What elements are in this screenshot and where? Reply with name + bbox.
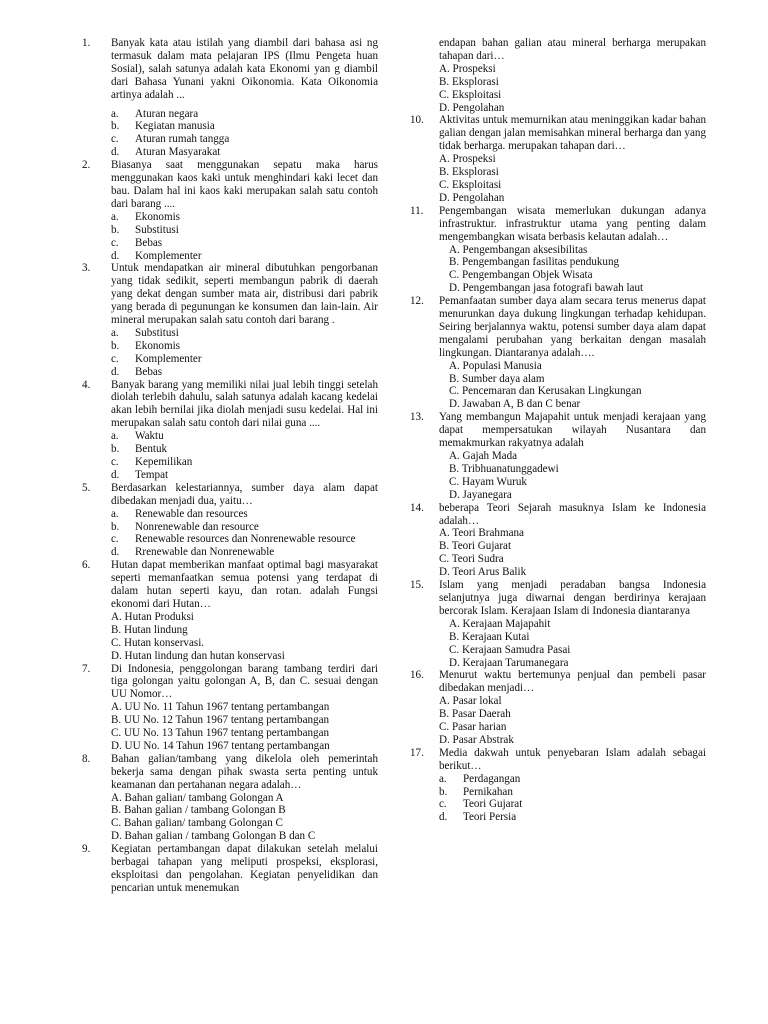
question-stem	[82, 159, 378, 211]
option-letter: c.	[111, 236, 119, 249]
answer-option	[439, 631, 706, 644]
answer-option	[111, 340, 378, 353]
option-letter: b.	[111, 443, 120, 456]
answer-option	[111, 224, 378, 237]
answer-options	[82, 611, 378, 663]
answer-option	[111, 120, 378, 133]
answer-option	[439, 721, 706, 734]
option-text: C. Pasar harian	[439, 721, 507, 734]
option-text: D. Pengembangan jasa fotografi bawah laut	[449, 282, 644, 295]
answer-option	[111, 701, 378, 714]
option-text: A. Prospeksi	[439, 153, 496, 166]
right-column	[410, 37, 706, 824]
option-text: D. Teori Arus Balik	[439, 566, 527, 579]
question-item	[82, 843, 378, 895]
answer-option	[439, 102, 706, 115]
answer-option	[439, 708, 706, 721]
option-letter: b.	[111, 520, 120, 533]
question-stem	[410, 502, 706, 528]
answer-option	[111, 804, 378, 817]
option-letter: d.	[111, 546, 120, 559]
option-letter: c.	[439, 798, 447, 811]
option-text: B. Sumber daya alam	[449, 372, 545, 385]
option-text: C. Eksploitasi	[439, 178, 502, 191]
answer-options	[82, 327, 378, 379]
question-text: Aktivitas untuk memurnikan atau meninggikan kadar bahan galian dengan jalan memisahkan mineral berharga dan yang tidak berharga. merupakan tahapan dari…	[439, 114, 706, 153]
option-text: B. UU No. 12 Tahun 1967 tentang pertambangan	[111, 714, 330, 727]
option-text: Komplementer	[135, 352, 202, 365]
answer-options	[82, 211, 378, 263]
option-text: B. Pasar Daerah	[439, 708, 511, 721]
answer-option	[111, 521, 378, 534]
option-text: Substitusi	[135, 326, 179, 339]
option-text: Bebas	[135, 236, 163, 249]
option-text: Pernikahan	[463, 785, 513, 798]
option-text: C. Pencemaran dan Kerusakan Lingkungan	[449, 385, 642, 398]
answer-option	[439, 644, 706, 657]
option-letter: a.	[111, 210, 119, 223]
option-text: D. Bahan galian / tambang Golongan B dan C	[111, 830, 316, 843]
question-stem	[82, 843, 378, 895]
question-text: Bahan galian/tambang yang dikelola oleh pemerintah bekerja sama dengan pihak swasta serta penting untuk keamanan dan pertahanan negara adalah…	[111, 752, 378, 791]
option-text: Kegiatan manusia	[135, 120, 215, 133]
answer-option	[439, 566, 706, 579]
option-text: C. Pengembangan Objek Wisata	[449, 269, 593, 282]
question-stem	[82, 753, 378, 792]
question-text: Biasanya saat menggunakan sepatu maka harus menggunakan kaos kaki untuk menghindari kaki lecet dan bau. Dalam hal ini kaos kaki merupakan salah satu contoh dari barang ....	[111, 159, 378, 210]
question-text: Banyak kata atau istilah yang diambil dari bahasa asi ng termasuk dalam mata pelajaran IPS (Ilmu Pengeta huan Sosial), salah satunya adalah kata Ekonomi yan g diambil dari Bahasa Yunani yakni Oikonomia. Kata Oikonomia artinya adalah ...	[111, 37, 378, 101]
option-text: D. Kerajaan Tarumanegara	[449, 656, 569, 669]
question-number: 3.	[82, 262, 91, 275]
answer-option	[111, 133, 378, 146]
question-item	[82, 262, 378, 378]
answer-options	[410, 527, 706, 579]
answer-option	[111, 366, 378, 379]
option-letter: d.	[439, 811, 448, 824]
answer-options	[82, 701, 378, 753]
option-text: B. Kerajaan Kutai	[449, 630, 530, 643]
option-text: D. Pasar Abstrak	[439, 733, 514, 746]
answer-option	[439, 540, 706, 553]
question-item	[82, 663, 378, 753]
answer-options	[410, 450, 706, 502]
option-letter: d.	[111, 468, 120, 481]
answer-options	[410, 773, 706, 825]
option-text: B. Teori Gujarat	[439, 540, 512, 553]
question-stem	[410, 37, 706, 63]
answer-option	[439, 786, 706, 799]
question-number: 16.	[410, 669, 424, 682]
option-text: D. Jawaban A, B dan C benar	[449, 398, 581, 411]
option-text: Rrenewable dan Nonrenewable	[135, 546, 275, 559]
option-text: Kepemilikan	[135, 456, 193, 468]
question-text: Banyak barang yang memiliki nilai jual lebih tinggi setelah diolah terlebih dahulu, salah satunya adalah kacang kedelai akan lebih bernilai jika diolah menjadi susu kedelai. Hal ini merupakan salah satu contoh dari nilai guna ....	[111, 378, 378, 430]
option-text: Perdagangan	[463, 772, 521, 785]
answer-option	[111, 108, 378, 121]
question-stem	[410, 669, 706, 695]
answer-options	[82, 508, 378, 560]
question-number: 11.	[410, 204, 424, 217]
question-text: Pemanfaatan sumber daya alam secara terus menerus dapat menurunkan daya dukung lingkungan terhadap kehidupan. Seiring berjalannya waktu, potensi sumber daya alam dapat mengalami perubahan yang berkaitan dengan masalah lingkungan. Diantaranya adalah….	[439, 295, 706, 359]
option-text: Nonrenewable dan resource	[135, 520, 259, 533]
option-text: A. Populasi Manusia	[449, 359, 542, 372]
option-text: D. Pengolahan	[439, 191, 505, 204]
option-text: B. Pengembangan fasilitas pendukung	[449, 256, 620, 269]
question-text: Islam yang menjadi peradaban bangsa Indonesia selanjutnya juga diwarnai dengan berdirinya kerajaan bercorak Islam. Kerajaan Islam di Indonesia diantaranya	[439, 579, 706, 617]
question-stem	[82, 379, 378, 431]
answer-option	[111, 817, 378, 830]
answer-options	[410, 63, 706, 115]
option-text: C. Hayam Wuruk	[449, 475, 527, 488]
question-stem	[410, 295, 706, 360]
option-letter: a.	[111, 507, 119, 520]
answer-option	[439, 269, 706, 282]
answer-option	[439, 553, 706, 566]
answer-option	[439, 398, 706, 411]
option-text: Teori Gujarat	[463, 798, 523, 811]
option-text: B. Tribhuanatunggadewi	[449, 462, 559, 475]
option-text: C. UU No. 13 Tahun 1967 tentang pertambangan	[111, 727, 330, 740]
question-number: 8.	[82, 752, 91, 765]
question-stem	[410, 747, 706, 773]
question-item	[82, 379, 378, 482]
option-text: Renewable dan resources	[135, 507, 248, 520]
option-text: A. Teori Brahmana	[439, 527, 524, 540]
option-text: D. UU No. 14 Tahun 1967 tentang pertambangan	[111, 739, 330, 752]
option-text: A. Kerajaan Majapahit	[449, 617, 551, 630]
option-text: Ekonomis	[135, 210, 180, 223]
option-text: A. Pengembangan aksesibilitas	[449, 243, 588, 256]
answer-option	[111, 211, 378, 224]
option-text: D. Pengolahan	[439, 101, 505, 114]
question-item	[410, 579, 706, 669]
answer-option	[111, 611, 378, 624]
question-number: 4.	[82, 378, 91, 391]
answer-option	[439, 811, 706, 824]
left-column	[82, 37, 378, 895]
option-text: Bentuk	[135, 443, 168, 456]
option-letter: a.	[111, 430, 119, 443]
option-text: C. Bahan galian/ tambang Golongan C	[111, 817, 283, 830]
question-number: 15.	[410, 579, 424, 592]
question-text: Yang membangun Majapahit untuk menjadi kerajaan yang dapat mempersatukan wilayah Nusantara dan memakmurkan rakyatnya adalah	[439, 411, 706, 450]
option-letter: c.	[111, 533, 119, 546]
question-text: Kegiatan pertambangan dapat dilakukan setelah melalui berbagai tahapan yang meliputi prospeksi, eksplorasi, eksploitasi dan pengolahan. Kegiatan penyelidikan dan pencarian untuk menemukan	[111, 843, 378, 894]
option-text: Aturan Masyarakat	[135, 146, 221, 159]
answer-option	[111, 792, 378, 805]
answer-option	[439, 476, 706, 489]
option-letter: a.	[111, 326, 119, 339]
answer-option	[439, 89, 706, 102]
answer-option	[111, 250, 378, 263]
option-text: Waktu	[135, 430, 164, 443]
option-text: C. Teori Sudra	[439, 553, 504, 566]
answer-options	[82, 792, 378, 844]
answer-option	[439, 734, 706, 747]
question-number: 17.	[410, 746, 424, 759]
answer-option	[439, 527, 706, 540]
option-letter: a.	[439, 772, 447, 785]
question-text: Hutan dapat memberikan manfaat optimal bagi masyarakat seperti memanfaatkan semua potensi yang terdapat di dalam hutan seperti kayu, dan rotan. adalah Fungsi ekonomi dari Hutan…	[111, 559, 378, 610]
answer-option	[439, 385, 706, 398]
option-text: Aturan rumah tangga	[135, 133, 230, 146]
option-text: Substitusi	[135, 223, 179, 236]
question-text: Media dakwah untuk penyebaran Islam adalah sebagai berikut…	[439, 746, 706, 772]
question-number: 14.	[410, 501, 424, 514]
answer-option	[111, 327, 378, 340]
question-number: 5.	[82, 481, 91, 494]
question-stem	[82, 482, 378, 508]
option-letter: b.	[439, 785, 448, 798]
option-text: B. Eksplorasi	[439, 166, 499, 179]
answer-option	[439, 450, 706, 463]
option-letter: d.	[111, 249, 120, 262]
option-text: Ekonomis	[135, 339, 180, 352]
answer-option	[439, 153, 706, 166]
answer-options	[82, 430, 378, 482]
option-text: D. Jayanegara	[449, 488, 512, 501]
option-letter: c.	[111, 133, 119, 146]
answer-option	[111, 533, 378, 546]
answer-option	[439, 360, 706, 373]
answer-option	[111, 237, 378, 250]
option-text: D. Hutan lindung dan hutan konservasi	[111, 649, 285, 662]
question-stem	[410, 205, 706, 244]
answer-option	[111, 456, 378, 469]
answer-option	[111, 146, 378, 159]
option-text: C. Hutan konservasi.	[111, 636, 205, 649]
question-stem	[82, 559, 378, 611]
question-stem	[410, 411, 706, 450]
question-text: Berdasarkan kelestariannya, sumber daya alam dapat dibedakan menjadi dua, yaitu…	[111, 481, 378, 507]
option-text: A. Pasar lokal	[439, 695, 502, 708]
question-text: Di Indonesia, penggolongan barang tambang terdiri dari tiga golongan yaitu golongan A, B, dan C. sesuai dengan UU Nomor…	[111, 662, 378, 701]
option-text: A. UU No. 11 Tahun 1967 tentang pertambangan	[111, 701, 330, 714]
option-text: A. Bahan galian/ tambang Golongan A	[111, 791, 284, 804]
answer-option	[439, 489, 706, 502]
answer-options	[410, 244, 706, 296]
answer-option	[439, 76, 706, 89]
question-text: Menurut waktu bertemunya penjual dan pembeli pasar dibedakan menjadi…	[439, 669, 706, 695]
option-text: Tempat	[135, 468, 169, 481]
option-letter: b.	[111, 120, 120, 133]
option-text: Teori Persia	[463, 811, 517, 824]
question-number: 7.	[82, 662, 91, 675]
option-text: A. Hutan Produksi	[111, 610, 194, 623]
question-number: 12.	[410, 295, 424, 308]
answer-option	[439, 244, 706, 257]
question-number: 2.	[82, 159, 91, 172]
option-letter: c.	[111, 352, 119, 365]
option-text: Renewable resources dan Nonrenewable resource	[135, 533, 356, 546]
answer-options	[410, 360, 706, 412]
question-stem	[410, 579, 706, 618]
answer-option	[439, 63, 706, 76]
answer-option	[439, 798, 706, 811]
question-text: beberapa Teori Sejarah masuknya Islam ke Indonesia adalah…	[439, 501, 706, 527]
option-text: C. Kerajaan Samudra Pasai	[449, 643, 571, 656]
answer-option	[111, 508, 378, 521]
answer-option	[439, 373, 706, 386]
answer-option	[111, 430, 378, 443]
answer-options	[410, 153, 706, 205]
option-text: B. Hutan lindung	[111, 623, 188, 636]
answer-option	[439, 773, 706, 786]
answer-option	[111, 727, 378, 740]
option-letter: c.	[111, 456, 119, 468]
question-stem	[82, 262, 378, 327]
answer-option	[439, 282, 706, 295]
question-item	[410, 114, 706, 204]
option-text: Komplementer	[135, 249, 202, 262]
question-number: 9.	[82, 843, 91, 856]
answer-option	[439, 695, 706, 708]
question-item	[410, 747, 706, 824]
question-item	[82, 37, 378, 159]
answer-option	[111, 650, 378, 663]
answer-option	[111, 637, 378, 650]
question-stem	[410, 114, 706, 153]
answer-option	[111, 624, 378, 637]
question-number: 1.	[82, 37, 91, 49]
option-letter: d.	[111, 365, 120, 378]
question-item	[410, 37, 706, 114]
answer-option	[111, 740, 378, 753]
question-text: Untuk mendapatkan air mineral dibutuhkan pengorbanan yang tidak sedikit, seperti membangun pabrik di daerah yang dekat dengan sumber mata air, distribusi dari pabrik yang berada di pegunungan ke konsumen dan lain-lain. Air mineral merupakan salah satu contoh dari barang .	[111, 262, 378, 327]
option-text: A. Gajah Mada	[449, 450, 518, 462]
question-item	[82, 559, 378, 662]
question-item	[410, 205, 706, 295]
question-item	[82, 753, 378, 843]
answer-option	[439, 618, 706, 631]
answer-option	[111, 830, 378, 843]
question-text: Pengembangan wisata memerlukan dukungan adanya infrastruktur. infrastruktur utama yang penting dalam mengembangkan wisata berbasis kelautan adalah…	[439, 204, 706, 243]
answer-option	[439, 166, 706, 179]
question-item	[410, 669, 706, 746]
question-item	[82, 482, 378, 559]
option-text: B. Eksplorasi	[439, 75, 499, 88]
question-item	[410, 411, 706, 501]
option-text: B. Bahan galian / tambang Golongan B	[111, 804, 286, 817]
option-letter: a.	[111, 107, 119, 120]
question-number: 10.	[410, 114, 424, 127]
question-number: 13.	[410, 411, 424, 424]
question-item	[82, 159, 378, 262]
answer-option	[111, 714, 378, 727]
answer-options	[82, 108, 378, 160]
question-text: endapan bahan galian atau mineral berharga merupakan tahapan dari…	[439, 37, 706, 62]
answer-option	[439, 256, 706, 269]
answer-option	[439, 657, 706, 670]
option-text: A. Prospeksi	[439, 62, 496, 75]
option-text: Aturan negara	[135, 107, 199, 120]
answer-option	[111, 353, 378, 366]
option-text: Bebas	[135, 365, 163, 378]
question-number: 6.	[82, 559, 91, 572]
answer-options	[410, 618, 706, 670]
option-letter: b.	[111, 339, 120, 352]
answer-option	[111, 546, 378, 559]
question-stem	[82, 37, 378, 102]
option-letter: d.	[111, 146, 120, 159]
option-text: C. Eksploitasi	[439, 88, 502, 101]
question-item	[410, 502, 706, 579]
answer-options	[410, 695, 706, 747]
answer-option	[111, 443, 378, 456]
question-item	[410, 295, 706, 411]
option-letter: b.	[111, 223, 120, 236]
answer-option	[439, 192, 706, 205]
answer-option	[111, 469, 378, 482]
answer-option	[439, 463, 706, 476]
answer-option	[439, 179, 706, 192]
question-stem	[82, 663, 378, 702]
